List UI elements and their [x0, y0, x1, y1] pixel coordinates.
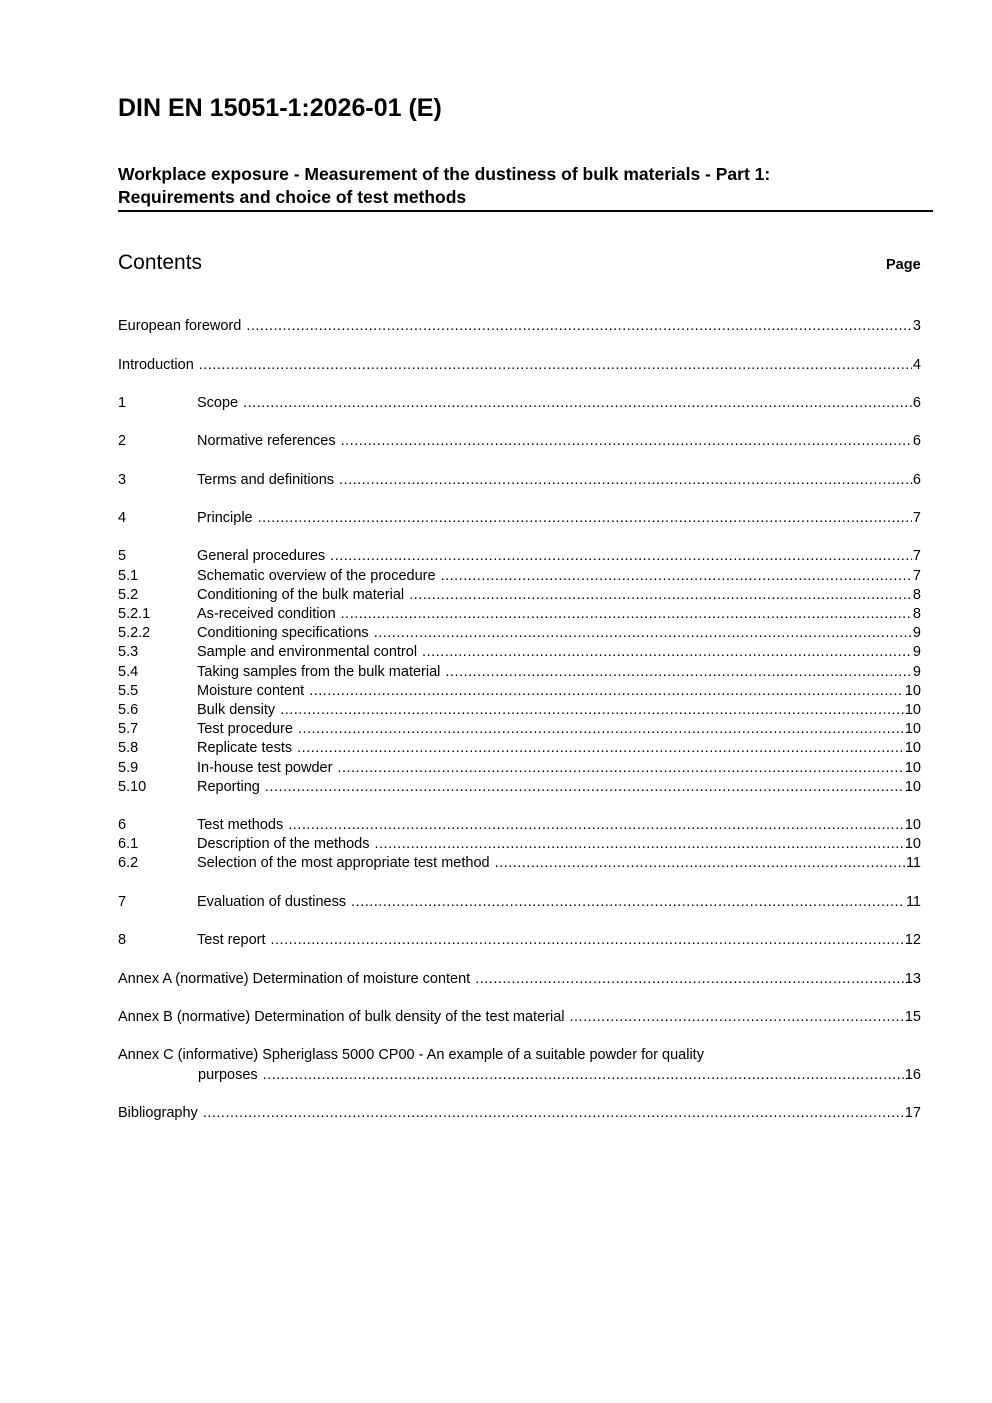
toc-entry-annex-a[interactable]	[118, 967, 921, 986]
document-id: DIN EN 15051-1:2026-01 (E)	[118, 94, 442, 122]
toc-entry-5-4[interactable]	[118, 660, 921, 679]
toc-number: 5.8	[118, 740, 139, 757]
toc-title: Reporting	[197, 778, 260, 795]
toc-leader	[495, 855, 905, 871]
toc-number: 5.10	[118, 778, 147, 795]
toc-leader	[374, 625, 912, 641]
toc-title: General procedures	[197, 548, 326, 565]
toc-leader	[309, 683, 904, 699]
toc-page: 10	[904, 740, 921, 757]
toc-entry-5-6[interactable]	[118, 699, 921, 718]
toc-entry-5[interactable]	[118, 545, 921, 564]
document-title	[118, 163, 933, 212]
toc-leader	[288, 817, 904, 833]
toc-entry-introduction[interactable]	[118, 353, 921, 372]
toc-page: 10	[904, 817, 921, 834]
toc-entry-european-foreword[interactable]	[118, 315, 921, 334]
toc-page: 7	[912, 510, 921, 527]
toc-entry-5-2[interactable]	[118, 584, 921, 603]
toc-number: 5.2.1	[118, 606, 151, 622]
toc-title: Bibliography	[118, 1104, 198, 1121]
toc-title: Scope	[197, 394, 239, 411]
toc-number: 6	[118, 817, 127, 834]
toc-entry-5-2-2[interactable]	[118, 622, 921, 641]
toc-title: Normative references	[197, 433, 336, 450]
toc-number: 5.7	[118, 721, 139, 738]
toc-leader	[337, 760, 903, 776]
toc-entry-annex-b[interactable]	[118, 1006, 921, 1025]
document-title-line-1: Workplace exposure - Measurement of the dustiness of bulk materials - Part 1:	[118, 164, 771, 184]
toc-title: Terms and definitions	[197, 471, 335, 488]
contents-heading: Contents	[118, 251, 203, 274]
toc-number: 5.5	[118, 682, 139, 699]
table-of-contents	[118, 315, 921, 1121]
toc-number: 5.2.2	[118, 625, 151, 642]
toc-page: 10	[904, 836, 921, 853]
toc-title: Taking samples from the bulk material	[197, 663, 441, 680]
toc-leader	[330, 548, 912, 564]
toc-page: 6	[912, 394, 921, 411]
toc-entry-bibliography[interactable]	[118, 1102, 921, 1121]
toc-page: 11	[905, 893, 921, 910]
page-column-heading: Page	[886, 257, 921, 273]
toc-title: Bulk density	[197, 701, 276, 718]
toc-number: 4	[118, 510, 127, 527]
toc-entry-8[interactable]	[118, 929, 921, 948]
toc-entry-5-8[interactable]	[118, 737, 921, 756]
toc-page: 8	[912, 606, 921, 622]
toc-entry-3[interactable]	[118, 469, 921, 488]
toc-page: 6	[912, 471, 921, 488]
toc-leader	[280, 702, 904, 718]
toc-leader	[569, 1009, 903, 1025]
toc-page: 16	[904, 1066, 921, 1083]
toc-title: Test methods	[197, 817, 284, 834]
toc-number: 8	[118, 932, 127, 949]
toc-page: 7	[912, 548, 921, 565]
toc-leader	[409, 587, 912, 603]
toc-leader	[199, 357, 912, 373]
toc-number: 5.9	[118, 759, 139, 776]
toc-title: Annex C (informative) Spheriglass 5000 CP00 - An example of a suitable powder for quality	[118, 1047, 704, 1064]
toc-page: 10	[904, 778, 921, 795]
toc-number: 5.1	[118, 567, 139, 584]
toc-title: Annex A (normative) Determination of moisture content	[118, 970, 471, 987]
toc-entry-4[interactable]	[118, 507, 921, 526]
toc-number: 3	[118, 471, 127, 488]
toc-title: Test report	[197, 932, 266, 949]
toc-title: Test procedure	[197, 721, 293, 738]
toc-leader	[265, 779, 904, 795]
toc-page: 9	[912, 644, 921, 661]
toc-leader	[475, 971, 904, 987]
toc-number: 5.4	[118, 663, 139, 680]
toc-leader	[246, 318, 912, 334]
toc-entry-5-1[interactable]	[118, 564, 921, 583]
toc-leader	[339, 472, 912, 488]
toc-page: 9	[912, 663, 921, 680]
toc-number: 7	[118, 893, 127, 910]
toc-title: Annex B (normative) Determination of bulk density of the test material	[118, 1008, 565, 1025]
toc-entry-annex-c[interactable]	[118, 1044, 921, 1082]
toc-page: 13	[904, 970, 921, 987]
toc-entry-2[interactable]	[118, 430, 921, 449]
toc-entry-5-9[interactable]	[118, 756, 921, 775]
toc-title: Replicate tests	[197, 740, 293, 757]
toc-page: 15	[904, 1008, 921, 1025]
toc-leader	[243, 395, 912, 411]
toc-leader	[351, 894, 905, 910]
toc-page: 10	[904, 721, 921, 738]
toc-title: Principle	[197, 510, 253, 527]
toc-leader	[341, 433, 912, 449]
toc-title: Moisture content	[197, 682, 305, 699]
toc-page: 17	[904, 1104, 921, 1121]
toc-entry-5-2-1[interactable]	[118, 603, 921, 622]
toc-page: 7	[912, 567, 921, 584]
toc-leader	[297, 740, 904, 756]
toc-title: Conditioning specifications	[197, 625, 369, 642]
toc-leader	[203, 1105, 904, 1121]
toc-page: 10	[904, 682, 921, 699]
toc-leader	[298, 721, 904, 737]
toc-leader	[263, 1067, 904, 1083]
toc-number: 5.3	[118, 644, 139, 661]
toc-number: 1	[118, 394, 127, 411]
toc-title: Schematic overview of the procedure	[197, 567, 436, 584]
toc-number: 5	[118, 548, 127, 565]
toc-entry-5-5[interactable]	[118, 680, 921, 699]
toc-entry-6-1[interactable]	[118, 833, 921, 852]
toc-number: 6.1	[118, 836, 139, 853]
toc-leader	[271, 932, 904, 948]
toc-title-continuation: purposes	[198, 1066, 258, 1083]
toc-title: Conditioning of the bulk material	[197, 586, 405, 603]
toc-entry-5-10[interactable]	[118, 776, 921, 795]
toc-leader	[341, 606, 912, 622]
toc-leader	[441, 568, 912, 584]
document-title-line-2: Requirements and choice of test methods	[118, 187, 467, 207]
toc-page: 12	[904, 932, 921, 949]
toc-title: European foreword	[118, 318, 242, 335]
toc-title: In-house test powder	[197, 759, 333, 776]
toc-leader	[258, 510, 912, 526]
toc-page: 8	[912, 586, 921, 603]
toc-entry-6-2[interactable]	[118, 852, 921, 871]
toc-page: 6	[912, 433, 921, 450]
toc-title: Sample and environmental control	[197, 644, 418, 661]
toc-number: 2	[118, 433, 127, 450]
toc-entry-7[interactable]	[118, 891, 921, 910]
toc-entry-5-7[interactable]	[118, 718, 921, 737]
toc-title: Description of the methods	[197, 836, 370, 853]
toc-title: Introduction	[118, 356, 194, 373]
toc-page: 3	[912, 318, 921, 335]
toc-title: Selection of the most appropriate test method	[197, 855, 490, 872]
toc-leader	[445, 664, 912, 680]
toc-page: 9	[912, 625, 921, 642]
toc-page: 10	[904, 701, 921, 718]
toc-title: As-received condition	[197, 606, 336, 622]
toc-entry-6[interactable]	[118, 814, 921, 833]
toc-entry-5-3[interactable]	[118, 641, 921, 660]
toc-number: 5.2	[118, 586, 139, 603]
toc-number: 6.2	[118, 855, 139, 872]
toc-title: Evaluation of dustiness	[197, 893, 347, 910]
toc-entry-1[interactable]	[118, 392, 921, 411]
toc-page: 11	[905, 855, 921, 872]
toc-number: 5.6	[118, 701, 139, 718]
toc-leader	[374, 836, 903, 852]
toc-page: 4	[912, 356, 921, 373]
toc-leader	[422, 644, 912, 660]
toc-page: 10	[904, 759, 921, 776]
